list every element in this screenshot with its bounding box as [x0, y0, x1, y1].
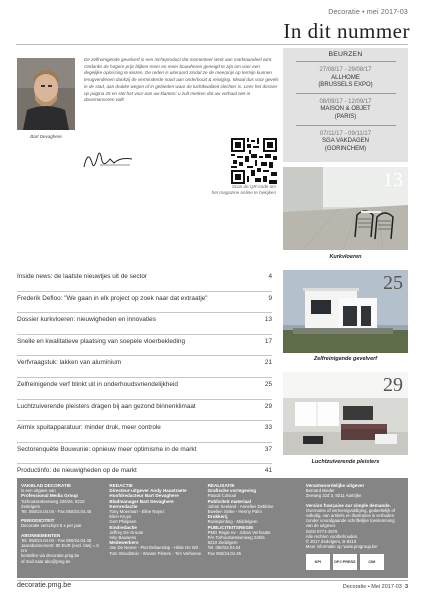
toc-title: Zelfreinigende verf blinkt uit in onderhoudsvriendelijkheid	[17, 380, 178, 388]
toc-page: 37	[264, 445, 272, 453]
colophon-text: Grafische vormgeving	[207, 488, 257, 494]
feature-image-interior[interactable]	[283, 372, 408, 455]
colophon-text: is een uitgave van	[21, 488, 56, 494]
fair-dates: 07/11/17 - 09/11/17	[319, 130, 372, 137]
signature	[80, 145, 136, 175]
colophon-text: Ellen Kruys	[109, 514, 132, 520]
toc-title: Dossier kurkvloeren: nieuwigheden en innovaties	[17, 316, 156, 324]
colophon-heading: REDACTIE	[109, 483, 133, 488]
colophon-heading: PERIODICITEIT	[21, 518, 55, 524]
opj-press-logo: OPJ PRESS	[333, 554, 357, 570]
feature-caption: Luchtzuiverende pleisters	[311, 459, 380, 465]
toc-item[interactable]	[17, 443, 272, 465]
colophon-text: Tel. 050/24.04.04 - Fax 050/24.04.45	[21, 509, 92, 515]
colophon-text: Professional Media Group	[21, 493, 78, 499]
fair-name: SGA VAKDAGEN	[322, 138, 369, 145]
kpi-logo: KPI	[306, 554, 330, 570]
fair-place: (BRUSSELS EXPO)	[318, 82, 373, 89]
qr-caption-line-1: Scan de QR-code om	[231, 184, 276, 189]
fair-name: MAISON & OBJET	[320, 106, 371, 113]
colophon-text: Hoofdredacteur Bart Devaghere	[109, 493, 179, 499]
colophon-legal	[306, 483, 404, 573]
toc-item[interactable]	[17, 313, 272, 335]
author-name: Bart Devaghere	[30, 134, 62, 139]
colophon-heading: Verantwoordelijke uitgever	[305, 483, 365, 488]
colophon-text: of mail naar abo@pmg.be	[21, 558, 71, 564]
colophon-text: ISSN 0771-3576	[305, 528, 338, 534]
toc-title: Inside news: de laatste nieuwtjes uit de sector	[17, 273, 148, 280]
colophon-heading: VAKBLAD DECORATIE	[21, 483, 72, 488]
fair-place: (GORINCHEM)	[324, 145, 367, 152]
colophon-text: Jan De Neeve - Piet Debaerdup - Hilde De Wit	[109, 545, 198, 551]
editorial-intro: De zelfreinigende gevelverf is een nicheproduct dat momenteel sterk aan marktaandeel wint. Ondanks de hogere prijs blijken meer en meer bouwheren geneigd te zijn om voor een degelijke oplossing te kiezen. De reden is uiteraard zindat ze de meerprijs op termijn kunnen terugverdienen dankzij de verminderde nood aan onderhoud & reiniging. Ideaal dus voor gevels in de stad, aan drukke wegen of in gebieden waar de luchtkwaliteit slechter is. Lees het dossier op pagina 25 en stel het voor aan uw klanten: u zult merken dat uw verhaal niet in dovemansoren valt!	[84, 57, 279, 103]
toc-item[interactable]	[17, 378, 272, 400]
colophon-text: bestellen via decoratie.pmg.be	[21, 553, 80, 559]
toc-page: 33	[264, 424, 272, 432]
fair-item	[283, 67, 408, 90]
colophon-text: Ewelien Sinke - Henny Palm	[207, 509, 262, 515]
colophon-text: Torhoutsesteenweg 226/26, 8210 Zedelgem	[21, 498, 85, 509]
colophon-text: Meer informatie op 'www.pmgroup.be'	[305, 544, 378, 550]
feature-page-number: 13	[383, 169, 403, 191]
cim-logo: CIM	[360, 554, 384, 570]
partner-logos	[306, 554, 399, 570]
colophon-text: Bernard Bieder	[305, 488, 335, 494]
toc-page: 4	[268, 273, 272, 280]
colophon-text: Drukkerij	[207, 514, 228, 520]
colophon-heading: REALISATIE	[207, 483, 235, 488]
colophon-text: Zeeweg 32d 3, 8211 Aartrijke	[305, 493, 362, 499]
feature-image-facade[interactable]	[283, 270, 408, 353]
colophon-production	[208, 483, 306, 573]
trade-fairs-heading: BEURZEN	[328, 51, 363, 58]
divider	[296, 93, 396, 94]
fair-name: ALLHOME	[331, 74, 360, 81]
page-footer	[343, 584, 408, 590]
toc-item[interactable]	[17, 400, 272, 422]
colophon-heading: ABONNEMENTEN	[21, 532, 61, 538]
colophon-text: Overname of vermenigvuldiging, gedeeltelijk of volledig, van artikels en illustraties is verboden zonder voorafgaande schriftelijke toestemming van de uitgever.	[305, 507, 396, 529]
toc-page: 41	[264, 467, 272, 475]
colophon-text: Johan Seeland - Annelies Debbine	[207, 503, 274, 509]
colophon-text: Kernredactie	[109, 503, 138, 509]
issue-label: Decoratie • mei 2017-03	[328, 9, 408, 16]
toc-page: 21	[264, 359, 272, 367]
colophon-text: Alle rechten voorbehouden.	[305, 533, 359, 539]
toc-page: 17	[264, 337, 272, 345]
colophon-text: PUBLICITEITSREGIE	[207, 524, 254, 530]
footer-issue: Decoratie • Mei 2017-03	[342, 584, 402, 590]
toc-page: 29	[264, 402, 272, 410]
feature-caption: Kurkvloeren	[329, 254, 362, 260]
fair-dates: 08/09/17 - 12/09/17	[319, 98, 372, 105]
colophon-text: Decoratie verschijnt 6 x per jaar	[21, 523, 82, 529]
website-link[interactable]: decoratie.pmg.be	[17, 582, 72, 589]
fair-item	[283, 131, 408, 154]
colophon-editorial	[109, 483, 207, 573]
colophon-text: Pascal Colsoul	[207, 493, 237, 499]
feature-page-number: 29	[383, 374, 403, 396]
colophon-text: Tony Moerman - Eline Noyez	[109, 509, 165, 515]
colophon-text: Roelsprinting - Middelgem	[207, 519, 258, 525]
toc-title: Productinfo: de nieuwigheden op de markt	[17, 467, 137, 475]
colophon-text: Publiciteit materiaal	[207, 498, 251, 504]
colophon-text: Eindredactie	[109, 524, 137, 530]
page-number: 3	[404, 584, 408, 590]
colophon-text: Fax 050/24.04.45	[207, 550, 242, 556]
colophon-text: © 2017 Zedelgem, B-8210	[305, 539, 357, 545]
toc-title: Sectorenquête Bouwunie: opnieuw meer optimisme in de markt	[17, 445, 197, 453]
fair-dates: 27/08/17 - 29/08/17	[319, 67, 372, 73]
colophon-text: 8210 Zedelgem	[207, 540, 238, 546]
page-title: In dit nummer	[283, 19, 410, 43]
toc-title: Verfvraagstuk: lakken van aluminium	[17, 359, 122, 367]
toc-title: Frederik Defloo: "We gaan in elk project op zoek naar dat extraatje"	[17, 294, 208, 302]
header-divider	[16, 44, 408, 45]
divider	[296, 125, 396, 126]
colophon-text: Jaarabonnement: 80 EUR (excl. btw) = 6 nrs	[21, 543, 99, 554]
toc-item[interactable]	[17, 292, 272, 314]
toc-title: Luchtzuiverende pleisters dragen bij aan gezond binnenklimaat	[17, 402, 196, 410]
toc-title: Snelle en kwalitatieve plaatsing van soepele vloerbekleding	[17, 337, 186, 345]
colophon-text: P/A Torhoutsesteenweg 226/6	[207, 535, 265, 541]
divider	[296, 61, 396, 62]
toc-item[interactable]	[17, 421, 272, 443]
toc-item[interactable]	[17, 335, 272, 357]
colophon-text: Tel. 050/24.04.04	[207, 545, 241, 551]
colophon-text: Tom Woodstein - Wouter Pieters - Tim Verhoeve	[109, 550, 202, 556]
toc-item[interactable]	[17, 356, 272, 378]
author-photo	[17, 58, 75, 130]
colophon-text: Tel. 050/24.04.04 - Fax 050/24.04.45	[21, 537, 92, 543]
table-of-contents	[17, 270, 272, 486]
toc-page: 9	[268, 294, 272, 302]
qr-code[interactable]	[231, 138, 277, 184]
colophon	[17, 478, 408, 578]
colophon-text: Bladmanager Bart Devaghere	[109, 498, 174, 504]
colophon-text: Jeffrey De Groote	[109, 529, 144, 535]
colophon-text: Gert Philipsen	[109, 519, 137, 525]
qr-caption	[150, 184, 276, 196]
footer-divider	[17, 580, 408, 581]
colophon-text: PMG Regie nv - Johan Verhoutte	[207, 529, 271, 535]
feature-page-number: 25	[383, 272, 403, 294]
colophon-text: Medewerkers	[109, 540, 139, 546]
fair-place: (PARIS)	[334, 113, 357, 120]
qr-caption-line-2: het magazine online te bekijken	[211, 190, 276, 195]
feature-image-cork-floor[interactable]	[283, 167, 408, 250]
colophon-text: Inky Bauwens	[109, 535, 137, 541]
toc-page: 25	[264, 380, 272, 388]
toc-item[interactable]	[17, 270, 272, 292]
toc-title: Airmix spuitapparatuur: minder druk, meer controle	[17, 424, 161, 432]
colophon-text: Directeur-uitgever Andy Haustraete	[109, 488, 187, 494]
feature-caption: Zelfreinigende gevelverf	[313, 356, 378, 362]
toc-page: 13	[264, 316, 272, 324]
colophon-publisher	[21, 483, 109, 573]
trade-fairs-box	[283, 48, 408, 162]
colophon-heading: Version française sur simple demande.	[305, 502, 391, 508]
fair-item	[283, 99, 408, 122]
